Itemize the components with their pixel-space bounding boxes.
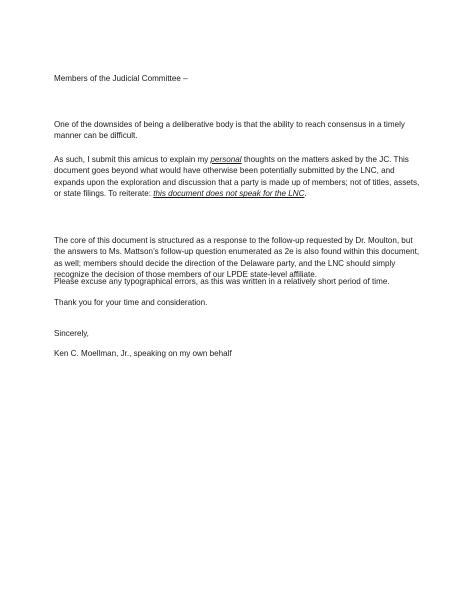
paragraph-consensus: One of the downsides of being a deliberative body is that the ability to reach consensus in a timely manner can be difficult. <box>54 120 405 141</box>
closing: Sincerely, <box>54 329 89 338</box>
paragraph-amicus-text-2: thoughts on the matters asked by the JC. This document goes beyond what would have otherwise been potentially submitted by the LNC, and expands upon the exploration and discussion that a party is made up of members; not of titles, assets, or state filings. To reiterate: <box>54 155 420 199</box>
salutation: Members of the Judicial Committee – <box>54 74 188 83</box>
paragraph-amicus-text-3: . <box>304 189 307 199</box>
emphasis-personal: personal <box>210 155 242 164</box>
paragraph-amicus <box>54 154 426 200</box>
paragraph-typos: Please excuse any typographical errors, as this was written in a relatively short period of time. <box>54 277 390 286</box>
signature: Ken C. Moellman, Jr., speaking on my own behalf <box>54 349 232 358</box>
emphasis-disclaimer: this document does not speak for the LNC <box>153 189 305 199</box>
paragraph-amicus-text-1: As such, I submit this amicus to explain my <box>54 155 211 164</box>
paragraph-thanks: Thank you for your time and consideration. <box>54 298 208 307</box>
paragraph-core: The core of this document is structured as a response to the follow-up requested by Dr. Moulton, but the answers to Ms. Mattson’s follow-up question enumerated as 2e is also found within this document, as well; members should decide the direction of the Delaware party, and the LNC should simply recognize the decision of those members of our LPDE state-level affiliate. <box>54 236 420 280</box>
